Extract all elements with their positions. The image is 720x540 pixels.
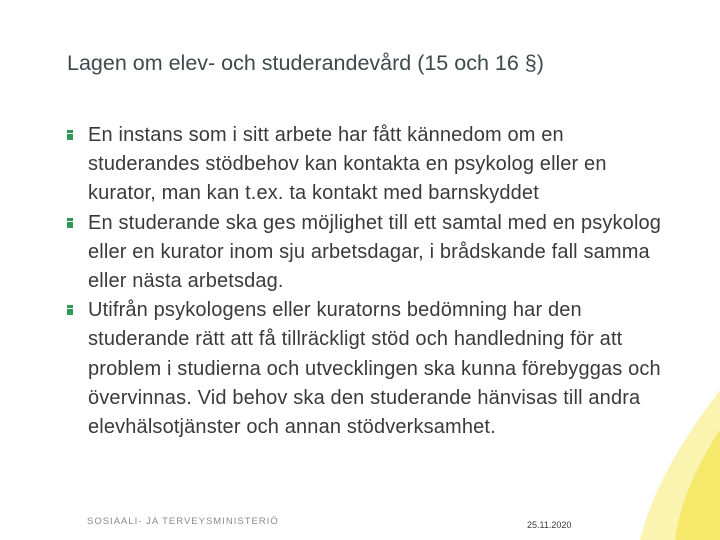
bullet-text: En studerande ska ges möjlighet till ett samtal med en psykolog eller en kurator inom sju arbetsdagar, i brådskande fall samma eller nästa arbetsdag. [88,211,662,293]
bullet-item [67,121,667,209]
bullet-list [67,121,667,442]
bullet-item [67,209,667,297]
square-bullet-icon [67,130,73,140]
bullet-text: Utifrån psykologens eller kuratorns bedömning har den studerande rätt att få tillräckligt stöd och handledning för att problem i studierna och utvecklingen ska kunna förebyggas och övervinnas. Vid behov ska den studerande hänvisas till andra elevhälsotjänster och annan stödverksamhet. [88,299,661,439]
ministry-logo: SOSIAALI- JA TERVEYSMINISTERIÖ [87,516,279,527]
slide-title: Lagen om elev- och studerandevård (15 och 16 §) [67,51,544,75]
bullet-item [67,296,667,442]
square-bullet-icon [67,305,73,315]
bullet-text: En instans som i sitt arbete har fått kännedom om en studerandes stödbehov kan kontakta en psykolog eller en kurator, man kan t.ex. ta kontakt med barnskyddet [88,124,607,205]
square-bullet-icon [67,218,73,228]
footer-date: 25.11.2020 [527,520,572,530]
